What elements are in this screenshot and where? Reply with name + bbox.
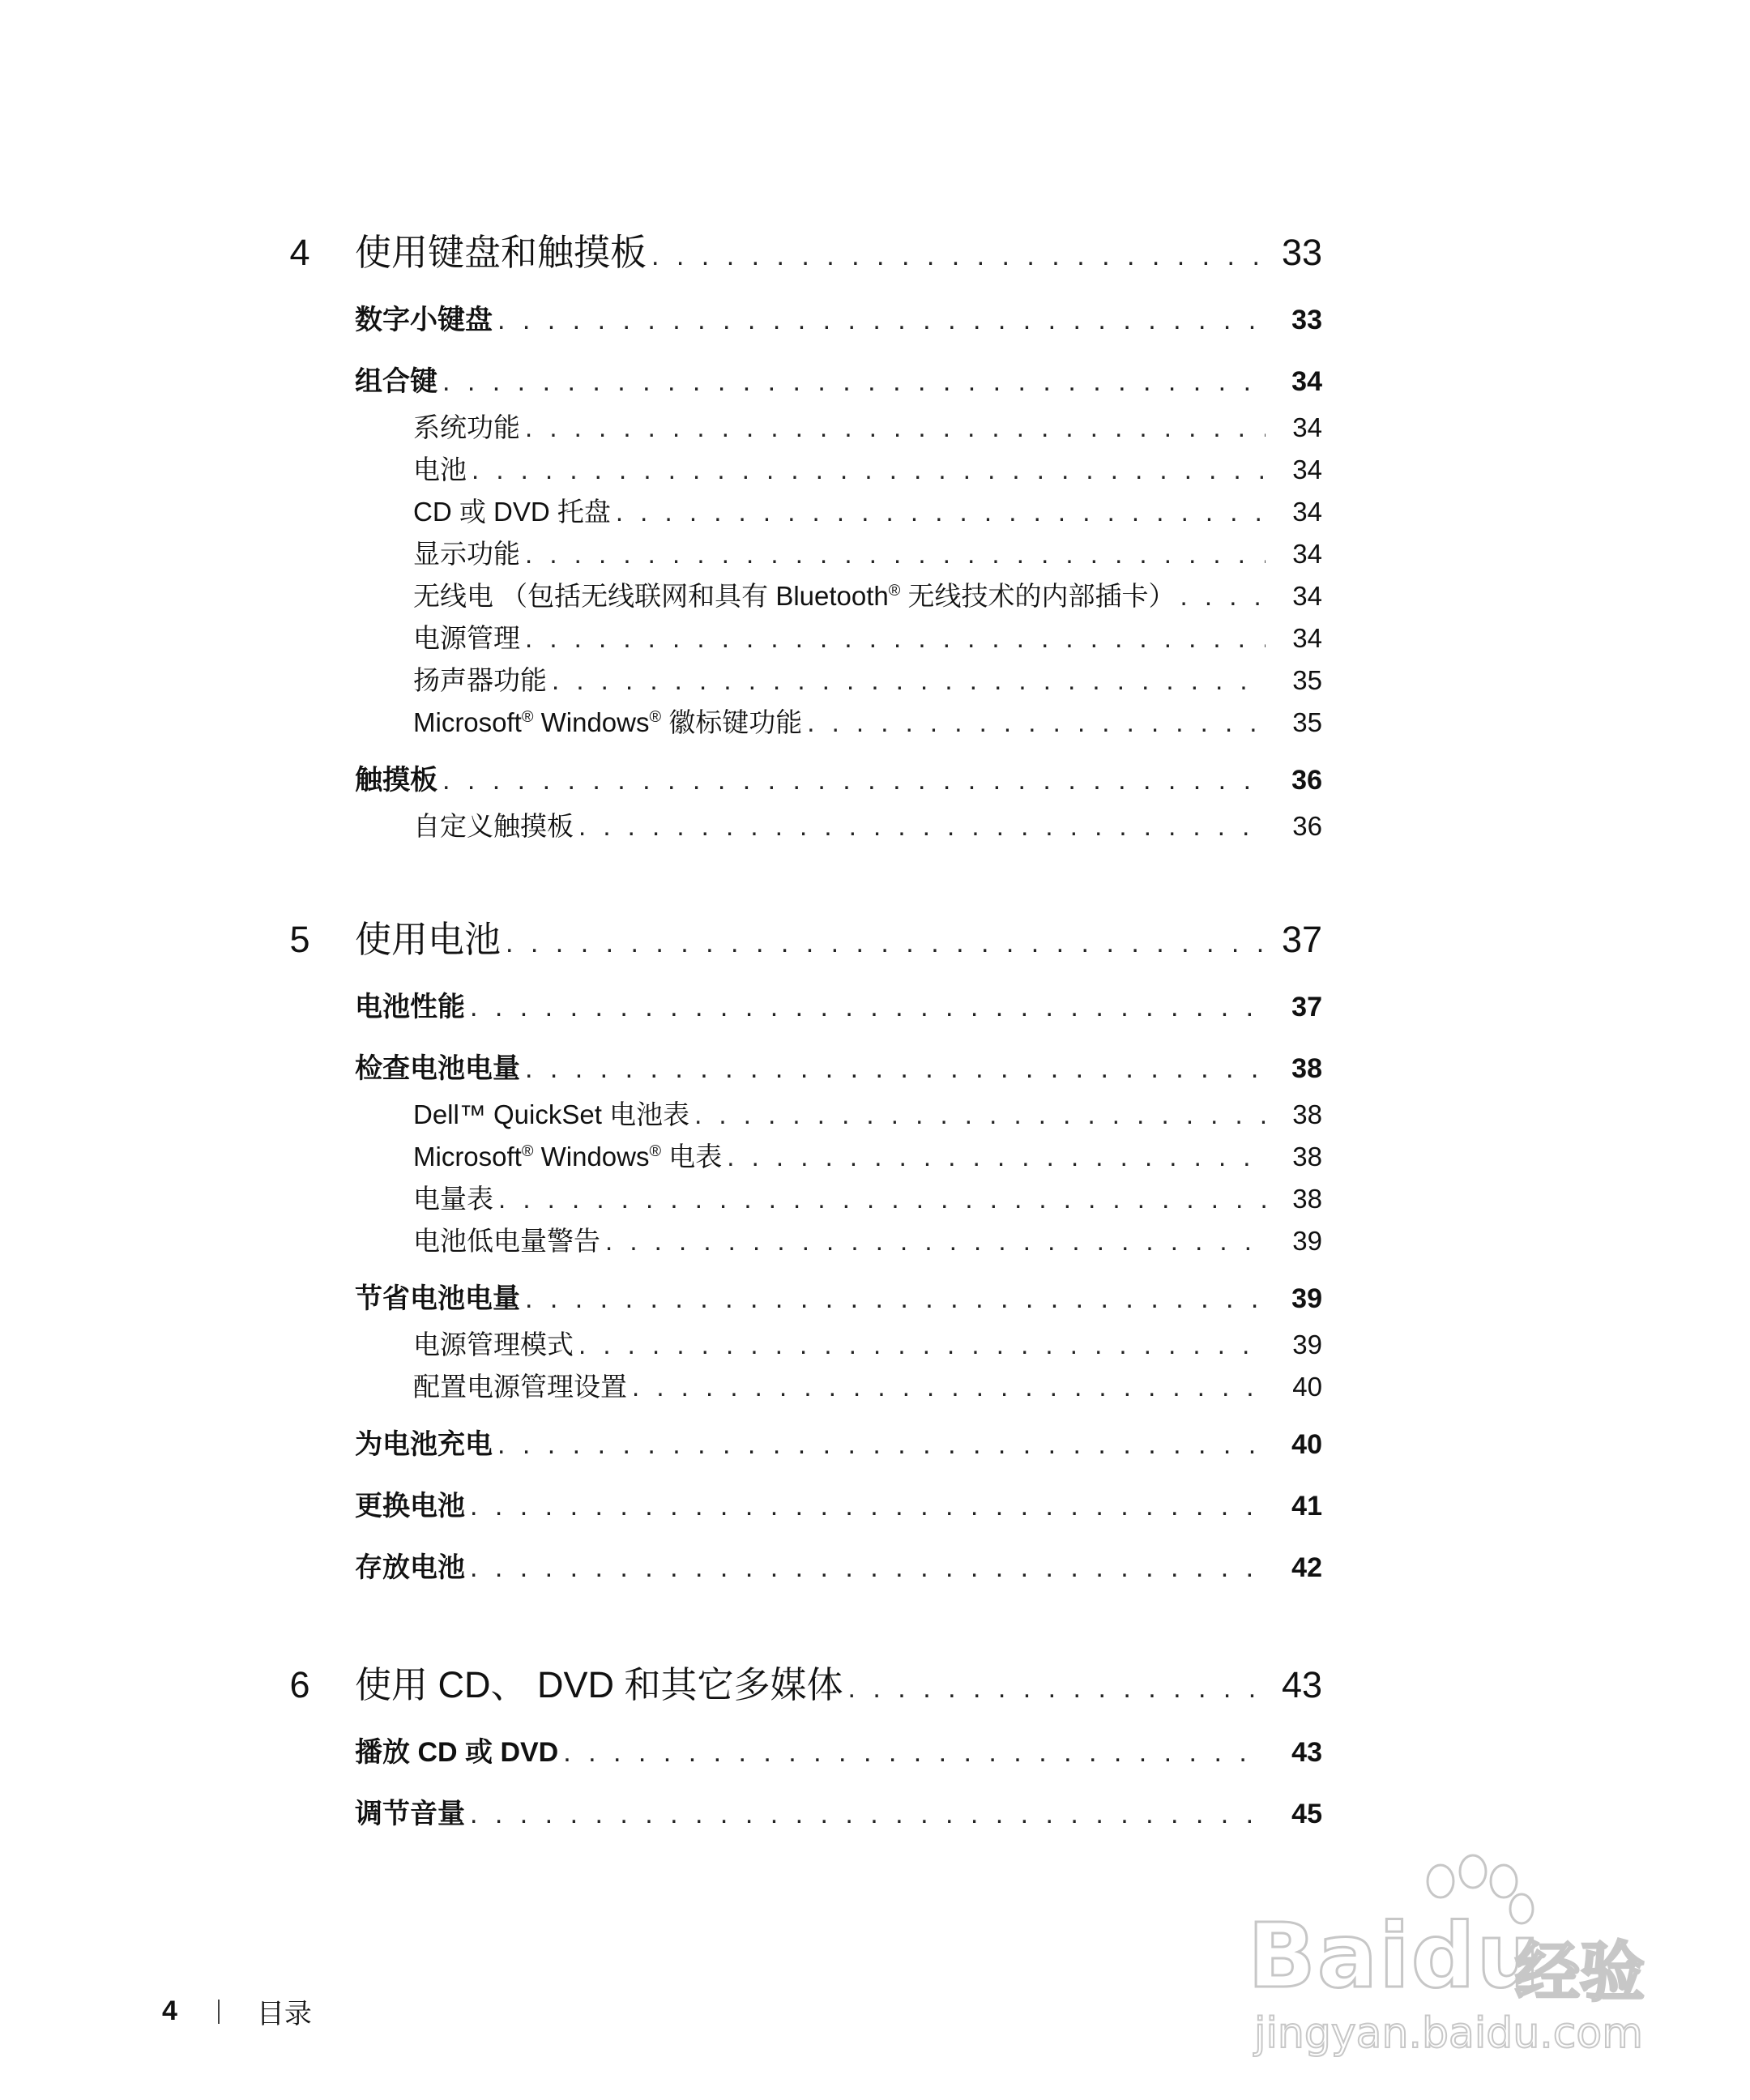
chapter-title: 使用 CD、 DVD 和其它多媒体 [355,1664,843,1705]
chapter-number: 4 [289,232,310,273]
subsection-entry[interactable] [292,702,1322,744]
section-title: 触摸板 [355,765,438,796]
subsection-title: Dell™ QuickSet 电池表 [413,1099,690,1129]
chapter-heading[interactable] [289,912,1322,967]
section-entry[interactable] [292,295,1322,345]
dot-leader [727,1136,1266,1178]
section-page: 42 [1291,1552,1322,1583]
subsection-page: 36 [1292,811,1322,841]
dot-leader [470,1789,1266,1839]
section-entry[interactable] [292,1789,1322,1839]
subsection-entry[interactable] [292,659,1322,702]
section-page: 40 [1291,1429,1322,1460]
section-entry[interactable] [292,356,1322,407]
section-page: 33 [1291,305,1322,335]
section-entry[interactable] [292,1481,1322,1531]
section-title: 检查电池电量 [355,1053,520,1084]
subsection-page: 34 [1292,497,1322,527]
chapter-page: 33 [1281,232,1322,273]
subsection-title: 电池低电量警告 [413,1226,600,1256]
dot-leader [694,1094,1266,1136]
section-entry[interactable] [292,1274,1322,1324]
subsection-page: 34 [1292,623,1322,653]
section [292,295,1322,345]
dot-leader [497,295,1266,345]
subsection-title: Microsoft® Windows® 徽标键功能 [413,707,803,737]
dot-leader [525,1274,1266,1324]
watermark-product: 经验 [1515,1936,1645,2008]
subsection-title: 配置电源管理设置 [413,1372,627,1402]
subsection-title: 电源管理模式 [413,1330,574,1359]
section-title: 存放电池 [355,1552,465,1583]
section [292,1543,1322,1593]
section-title: 播放 CD 或 DVD [355,1737,559,1768]
subsection-title: 扬声器功能 [413,665,547,695]
chapter-number: 5 [289,919,310,960]
footer-label: 目录 [256,1999,312,2030]
subsection-page: 34 [1292,455,1322,484]
subsection-page: 35 [1292,665,1322,695]
section-title: 为电池充电 [355,1429,493,1460]
subsection-page: 38 [1292,1184,1322,1214]
chapter-number: 6 [289,1664,310,1705]
section [292,1789,1322,1839]
subsection-entry[interactable] [292,491,1322,533]
dot-leader [1180,575,1266,617]
section [292,1044,1322,1262]
dot-leader [632,1366,1266,1408]
dot-leader [442,356,1266,407]
section-page: 41 [1291,1491,1322,1522]
subsection-page: 35 [1292,707,1322,737]
section [292,356,1322,744]
section-entry[interactable] [292,982,1322,1032]
subsection-page: 34 [1292,412,1322,442]
subsection-page: 38 [1292,1099,1322,1129]
dot-leader [442,755,1266,805]
subsection-page: 38 [1292,1142,1322,1172]
section [292,982,1322,1032]
subsection-entry[interactable] [292,1220,1322,1262]
watermark-url: jingyan.baidu.com [1254,2009,1643,2058]
subsection-title: 电量表 [413,1184,493,1214]
chapter-heading[interactable] [289,1658,1322,1713]
section-title: 电池性能 [355,992,465,1022]
subsection-page: 34 [1292,539,1322,569]
dot-leader [525,1044,1266,1094]
section-title: 数字小键盘 [355,305,493,335]
chapter-5 [289,912,1322,1593]
section-page: 36 [1291,765,1322,796]
dot-leader [506,916,1266,971]
section-page: 45 [1291,1799,1322,1829]
subsection-title: 电池 [413,455,467,484]
chapter-page: 43 [1281,1664,1322,1705]
dot-leader [470,1481,1266,1531]
footer-divider [218,2000,220,2024]
dot-leader [605,1220,1266,1262]
dot-leader [497,1419,1266,1470]
chapter-heading[interactable] [289,225,1322,280]
subsection-title: 电源管理 [413,623,520,653]
subsection-title: 系统功能 [413,412,520,442]
dot-leader [651,228,1266,284]
subsection-entry[interactable] [292,407,1322,449]
section-entry[interactable] [292,755,1322,805]
dot-leader [552,659,1266,702]
dot-leader [807,702,1266,744]
footer-page-number: 4 [162,1995,177,2026]
subsection-entry[interactable] [292,533,1322,575]
section [292,1274,1322,1408]
subsection-entry[interactable] [292,1324,1322,1366]
section-entry[interactable] [292,1727,1322,1778]
section-entry[interactable] [292,1543,1322,1593]
subsection-entry[interactable] [292,575,1322,617]
chapter-6 [289,1658,1322,1839]
watermark [1248,1847,1661,2058]
subsection-entry[interactable] [292,1178,1322,1220]
section-page: 39 [1291,1283,1322,1314]
dot-leader [472,449,1266,491]
subsection-entry[interactable] [292,1366,1322,1408]
section-entry[interactable] [292,1419,1322,1470]
subsection-entry[interactable] [292,449,1322,491]
dot-leader [848,1661,1266,1716]
section-page: 38 [1291,1053,1322,1084]
subsection-entry[interactable] [292,805,1322,847]
dot-leader [578,1324,1266,1366]
chapter-title: 使用电池 [355,919,502,960]
subsection-title: CD 或 DVD 托盘 [413,497,611,527]
subsection-entry[interactable] [292,617,1322,659]
subsection-page: 39 [1292,1226,1322,1256]
subsection-page: 40 [1292,1372,1322,1402]
section-title: 调节音量 [355,1799,465,1829]
subsection-title: 显示功能 [413,539,520,569]
dot-leader [525,617,1266,659]
section-page: 37 [1291,992,1322,1022]
chapter-page: 37 [1281,919,1322,960]
subsection-title: 自定义触摸板 [413,811,574,841]
chapter-title: 使用键盘和触摸板 [355,232,647,273]
chapter-4 [289,225,1322,847]
section-page: 34 [1291,366,1322,397]
dot-leader [525,407,1266,449]
section-title: 节省电池电量 [355,1283,520,1314]
watermark-brand: Baidu [1248,1904,1542,2008]
dot-leader [498,1178,1266,1220]
page-footer [162,1991,312,2031]
subsection-title: Microsoft® Windows® 电表 [413,1142,723,1172]
section [292,1419,1322,1470]
section-title: 更换电池 [355,1491,465,1522]
subsection-page: 39 [1292,1330,1322,1359]
subsection-page: 34 [1292,581,1322,611]
subsection-entry[interactable] [292,1136,1322,1178]
subsection-title: 无线电 （包括无线联网和具有 Bluetooth® 无线技术的内部插卡） [413,581,1176,611]
section [292,755,1322,847]
subsection-entry[interactable] [292,1094,1322,1136]
dot-leader [525,533,1266,575]
dot-leader [470,1543,1266,1593]
section-title: 组合键 [355,366,438,397]
section [292,1727,1322,1778]
section-page: 43 [1291,1737,1322,1768]
section [292,1481,1322,1531]
section-entry[interactable] [292,1044,1322,1094]
dot-leader [470,982,1266,1032]
dot-leader [563,1727,1266,1778]
dot-leader [578,805,1266,847]
table-of-contents [289,225,1322,1839]
dot-leader [616,491,1266,533]
